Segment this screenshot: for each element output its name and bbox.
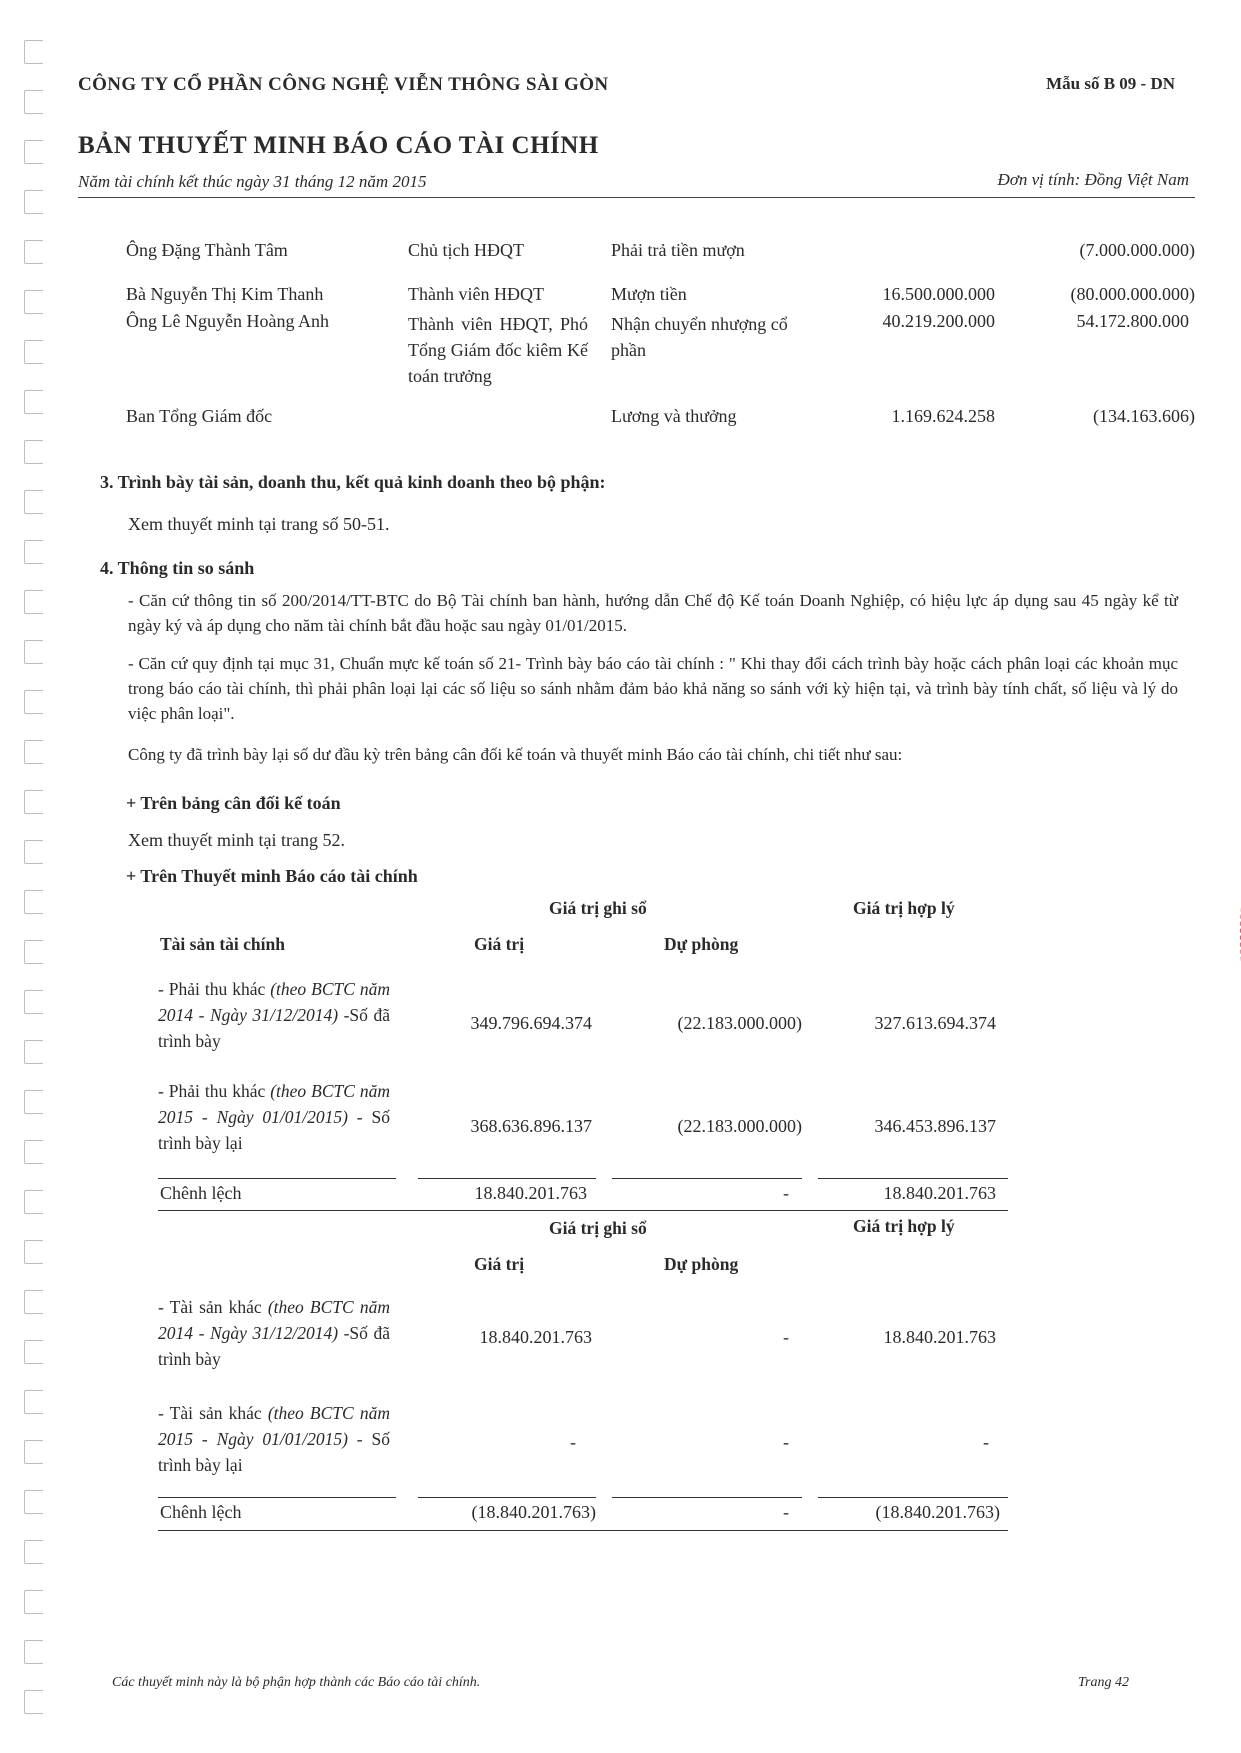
table-cell-provision: -: [783, 1327, 789, 1347]
balance-sheet-text: Xem thuyết minh tại trang 52.: [128, 830, 345, 850]
binder-hole: [24, 640, 43, 664]
page-title: BẢN THUYẾT MINH BÁO CÁO TÀI CHÍNH: [78, 132, 599, 159]
binder-hole: [24, 690, 43, 714]
party-current-amount: 16.500.000.000: [882, 284, 995, 304]
party-nature: Nhận chuyển nhượng cổ phần: [611, 314, 788, 360]
table-bottom-rule: [158, 1210, 1008, 1211]
binder-hole: [24, 390, 43, 414]
party-nature: Phải trả tiền mượn: [611, 240, 745, 260]
party-nature: Mượn tiền: [611, 284, 687, 304]
header-rule: [78, 197, 1195, 198]
binder-hole: [24, 40, 43, 64]
group-header-fair-value: Giá trị hợp lý: [853, 1216, 955, 1236]
binder-hole: [24, 490, 43, 514]
binder-hole: [24, 1040, 43, 1064]
party-current-amount: 1.169.624.258: [891, 406, 995, 426]
table-row-description: - Tài sản khác (theo BCTC năm 2015 - Ngày 01/01/2015) - Số trình bày lại: [158, 1403, 390, 1475]
difference-provision: -: [783, 1183, 789, 1203]
binder-hole: [24, 290, 43, 314]
binder-hole: [24, 1340, 43, 1364]
party-role: Thành viên HĐQT, Phó Tổng Giám đốc kiêm Kế toán trưởng: [408, 314, 588, 386]
table-cell-provision: (22.183.000.000): [677, 1116, 802, 1136]
party-current-amount: 40.219.200.000: [882, 311, 995, 331]
section-3-text: Xem thuyết minh tại trang số 50-51.: [128, 514, 390, 534]
fiscal-period: Năm tài chính kết thúc ngày 31 tháng 12 năm 2015: [78, 172, 427, 191]
company-name: CÔNG TY CỔ PHẦN CÔNG NGHỆ VIỄN THÔNG SÀI GÒN: [78, 74, 609, 95]
binder-hole: [24, 90, 43, 114]
difference-provision: -: [783, 1502, 789, 1522]
difference-label: Chênh lệch: [160, 1183, 242, 1203]
party-role: Chủ tịch HĐQT: [408, 240, 524, 260]
column-header-value: Giá trị: [474, 1254, 525, 1274]
difference-fair-value: 18.840.201.763: [883, 1183, 996, 1203]
party-name: Ông Lê Nguyễn Hoàng Anh: [126, 311, 329, 331]
binder-holes: [18, 30, 48, 1730]
group-header-book-value: Giá trị ghi sổ: [549, 898, 647, 918]
binder-hole: [24, 540, 43, 564]
table-rule: [612, 1178, 802, 1179]
binder-hole: [24, 890, 43, 914]
difference-value: 18.840.201.763: [474, 1183, 587, 1203]
binder-hole: [24, 340, 43, 364]
table-cell-fair-value: 327.613.694.374: [874, 1013, 996, 1033]
section-3-heading: 3. Trình bày tài sản, doanh thu, kết quả kinh doanh theo bộ phận:: [100, 472, 606, 492]
table-cell-provision: -: [783, 1432, 789, 1452]
party-prior-amount: (80.000.000.000): [1070, 284, 1195, 304]
party-name: Bà Nguyễn Thị Kim Thanh: [126, 284, 324, 304]
table-cell-value: 349.796.694.374: [470, 1013, 592, 1033]
table-cell-fair-value: 346.453.896.137: [874, 1116, 996, 1136]
binder-hole: [24, 440, 43, 464]
notes-subheading: + Trên Thuyết minh Báo cáo tài chính: [126, 866, 418, 886]
table-rule: [418, 1497, 596, 1498]
table-row-description: - Tài sản khác (theo BCTC năm 2014 - Ngày 31/12/2014) -Số đã trình bày: [158, 1297, 390, 1369]
table-cell-value: 18.840.201.763: [479, 1327, 592, 1347]
binder-hole: [24, 1640, 43, 1664]
table-cell-value: -: [570, 1432, 576, 1452]
party-prior-amount: (134.163.606): [1093, 406, 1195, 426]
currency-unit: Đơn vị tính: Đồng Việt Nam: [997, 170, 1189, 189]
section-4-paragraph-2: - Căn cứ quy định tại mục 31, Chuẩn mực kế toán số 21- Trình bày báo cáo tài chính : " Khi thay đổi cách trình bày hoặc cách phân loại các khoản mục trong báo cáo tài chính, thì phải phân loại lại các số liệu so sánh nhằm đảm bảo khả năng so sánh với kỳ hiện tại, và trình bày tính chất, số liệu và lý do việc phân loại".: [128, 654, 1178, 723]
section-4-paragraph-1: - Căn cứ thông tin số 200/2014/TT-BTC do Bộ Tài chính ban hành, hướng dẫn Chế độ Kế toán Doanh Nghiệp, có hiệu lực áp dụng sau 45 ngày kể từ ngày ký và áp dụng cho năm tài chính bắt đầu hoặc sau ngày 01/01/2015.: [128, 591, 1178, 635]
binder-hole: [24, 1240, 43, 1264]
binder-hole: [24, 140, 43, 164]
column-header-value: Giá trị: [474, 934, 525, 954]
table-rule: [818, 1178, 1008, 1179]
party-nature: Lương và thưởng: [611, 406, 737, 426]
difference-value: (18.840.201.763): [471, 1502, 596, 1522]
party-name: Ông Đặng Thành Tâm: [126, 240, 288, 260]
binder-hole: [24, 190, 43, 214]
table-cell-provision: (22.183.000.000): [677, 1013, 802, 1033]
binder-hole: [24, 1390, 43, 1414]
party-name: Ban Tổng Giám đốc: [126, 406, 273, 426]
footer-note: Các thuyết minh này là bộ phận hợp thành các Báo cáo tài chính.: [112, 1675, 481, 1690]
binder-hole: [24, 1440, 43, 1464]
column-header-asset: Tài sản tài chính: [160, 934, 285, 954]
party-prior-amount: 54.172.800.000: [1076, 311, 1189, 331]
binder-hole: [24, 1590, 43, 1614]
group-header-fair-value: Giá trị hợp lý: [853, 898, 955, 918]
binder-hole: [24, 990, 43, 1014]
party-prior-amount: (7.000.000.000): [1079, 240, 1195, 260]
column-header-provision: Dự phòng: [664, 934, 739, 954]
table-rule: [158, 1178, 396, 1179]
binder-hole: [24, 1490, 43, 1514]
table-cell-fair-value: 18.840.201.763: [883, 1327, 996, 1347]
column-header-provision: Dự phòng: [664, 1254, 739, 1274]
binder-hole: [24, 1190, 43, 1214]
party-role: Thành viên HĐQT: [408, 284, 544, 304]
section-4-heading: 4. Thông tin so sánh: [100, 558, 255, 578]
difference-fair-value: (18.840.201.763): [875, 1502, 1000, 1522]
binder-hole: [24, 840, 43, 864]
binder-hole: [24, 1540, 43, 1564]
table-rule: [158, 1497, 396, 1498]
binder-hole: [24, 740, 43, 764]
binder-hole: [24, 240, 43, 264]
table-bottom-rule: [158, 1530, 1008, 1531]
table-row-description: - Phải thu khác (theo BCTC năm 2014 - Ngày 31/12/2014) -Số đã trình bày: [158, 979, 390, 1051]
group-header-book-value: Giá trị ghi sổ: [549, 1218, 647, 1238]
table-cell-value: 368.636.896.137: [470, 1116, 592, 1136]
table-cell-fair-value: -: [983, 1432, 989, 1452]
table-rule: [612, 1497, 802, 1498]
table-rule: [818, 1497, 1008, 1498]
form-number: Mẫu số B 09 - DN: [1046, 74, 1175, 93]
difference-label: Chênh lệch: [160, 1502, 242, 1522]
binder-hole: [24, 1090, 43, 1114]
balance-sheet-subheading: + Trên bảng cân đối kế toán: [126, 793, 341, 813]
seal-stamp-fragment: [1218, 820, 1241, 1050]
section-4-paragraph-3: Công ty đã trình bày lại số dư đầu kỳ trên bảng cân đối kế toán và thuyết minh Báo cáo tài chính, chi tiết như sau:: [128, 745, 903, 764]
table-rule: [418, 1178, 596, 1179]
binder-hole: [24, 590, 43, 614]
binder-hole: [24, 940, 43, 964]
binder-hole: [24, 1290, 43, 1314]
binder-hole: [24, 1140, 43, 1164]
binder-hole: [24, 1690, 43, 1714]
binder-hole: [24, 790, 43, 814]
page-number: Trang 42: [1078, 1675, 1129, 1690]
table-row-description: - Phải thu khác (theo BCTC năm 2015 - Ngày 01/01/2015) - Số trình bày lại: [158, 1081, 390, 1153]
